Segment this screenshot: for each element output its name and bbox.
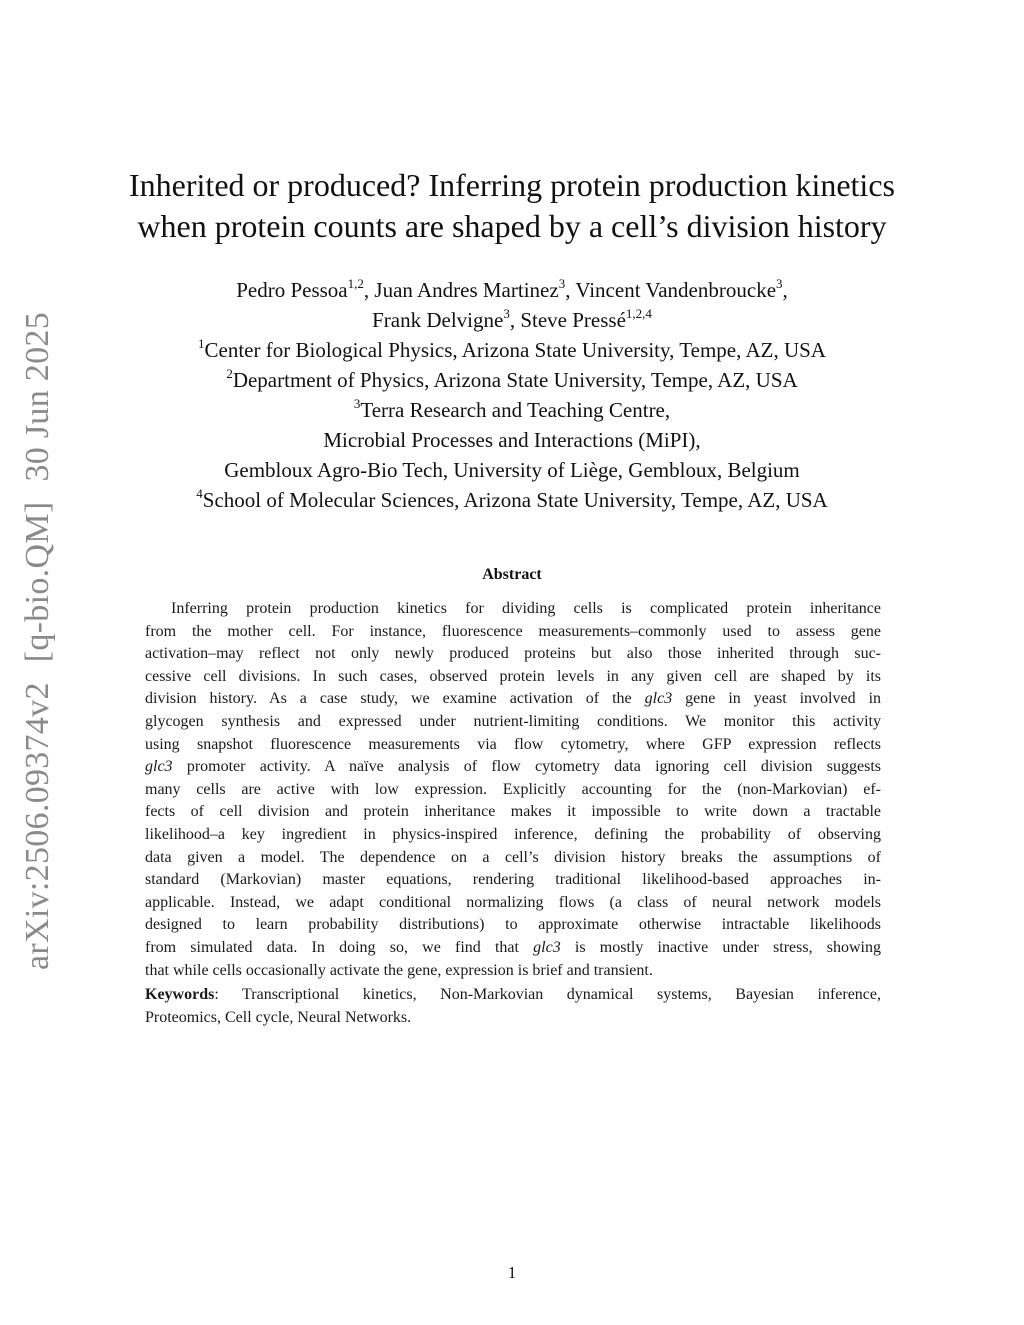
abstract-line: activation–may reflect not only newly produced proteins but also those inherited through suc- xyxy=(145,645,881,663)
author-affiliation-mark: 3 xyxy=(776,276,783,291)
abstract-line: using snapshot fluorescence measurements via flow cytometry, where GFP expression reflects xyxy=(145,735,881,753)
paper-title xyxy=(60,165,964,247)
abstract-segment: gene in yeast involved in xyxy=(685,690,882,708)
author-name: Juan Andres Martinez xyxy=(374,278,559,302)
abstract-line: glycogen synthesis and expressed under nutrient-limiting conditions. We monitor this activity xyxy=(145,712,881,730)
affiliation-text: Center for Biological Physics, Arizona State University, Tempe, AZ, USA xyxy=(204,338,826,362)
keywords-label: Keywords xyxy=(145,986,215,1003)
arxiv-id: arXiv:2506.09374v2 xyxy=(19,682,56,970)
affiliation-4 xyxy=(60,485,964,515)
author-name: Pedro Pessoa xyxy=(236,278,348,302)
page-number: 1 xyxy=(507,1263,517,1282)
keywords-line xyxy=(145,984,881,1007)
abstract-line: standard (Markovian) master equations, rendering traditional likelihood-based approaches in- xyxy=(145,871,881,889)
affiliation-2 xyxy=(60,365,964,395)
abstract-line: Inferring protein production kinetics for dividing cells is complicated protein inheritance xyxy=(171,600,881,617)
affiliation-3-line-2: Microbial Processes and Interactions (MiPI), xyxy=(323,428,701,452)
abstract-heading: Abstract xyxy=(482,566,542,583)
abstract-line: designed to learn probability distributions) to approximate otherwise intractable likelihoods xyxy=(145,916,881,934)
affiliation-mark: 2 xyxy=(226,366,233,381)
abstract-segment: from simulated data. In doing so, we find that xyxy=(145,938,519,956)
author-name: Steve Pressé xyxy=(520,308,626,332)
abstract-line: data given a model. The dependence on a cell’s division history breaks the assumptions of xyxy=(145,848,881,866)
author-affiliation-mark: 3 xyxy=(558,276,566,291)
author-name: Frank Delvigne xyxy=(372,308,504,332)
affiliation-mark: 3 xyxy=(353,396,361,411)
gene-name: glc3 xyxy=(145,758,173,776)
keywords xyxy=(145,984,881,1029)
abstract-text xyxy=(145,598,881,982)
gene-name: glc3 xyxy=(644,690,673,708)
keywords-text: : Transcriptional kinetics, Non-Markovian dynamical systems, Bayesian inference, xyxy=(214,986,881,1003)
affiliation-text: Terra Research and Teaching Centre, xyxy=(360,398,671,422)
abstract-line: that while cells occasionally activate the gene, expression is brief and transient. xyxy=(145,961,653,979)
affiliation-text: School of Molecular Sciences, Arizona State University, Tempe, AZ, USA xyxy=(202,488,828,512)
abstract-line xyxy=(145,688,881,711)
affiliation-3 xyxy=(60,395,964,425)
author-affiliation-mark: 3 xyxy=(503,306,510,321)
affiliation-1 xyxy=(60,335,964,365)
abstract-line: likelihood–a key ingredient in physics-inspired inference, defining the probability of observing xyxy=(145,825,881,843)
author-affiliation-mark: 1,2 xyxy=(347,276,364,291)
author-name: Vincent Vandenbroucke xyxy=(575,278,777,302)
author-line: Pedro Pessoa$^{1,2}$, Juan Andres Martinez$^3$, Vincent Vandenbroucke$^3$, xyxy=(236,276,788,302)
abstract-line: many cells are active with low expression. Explicitly accounting for the (non-Markovian) ef- xyxy=(145,780,881,798)
abstract-segment: division history. As a case study, we examine activation of the xyxy=(145,690,632,708)
affiliation-mark: 4 xyxy=(196,486,203,501)
arxiv-date: 30 Jun 2025 xyxy=(19,311,56,482)
author-line: Frank Delvigne$^3$, Steve Pressé$^{1,2,4}$ xyxy=(372,306,652,332)
affiliation-mark: 1 xyxy=(198,336,205,351)
affiliation-3-line-3: Gembloux Agro-Bio Tech, University of Liège, Gembloux, Belgium xyxy=(224,458,800,482)
affiliation-list xyxy=(60,335,964,515)
title-line: Inherited or produced? Inferring protein production kinetics xyxy=(129,167,895,203)
abstract-line: from the mother cell. For instance, fluorescence measurements–commonly used to assess gene xyxy=(145,622,881,640)
gene-name: glc3 xyxy=(533,938,561,956)
abstract-line xyxy=(145,937,881,960)
author-affiliation-mark: 1,2,4 xyxy=(625,306,652,321)
abstract-segment: is mostly inactive under stress, showing xyxy=(574,938,881,956)
author-list xyxy=(60,275,964,335)
title-line: when protein counts are shaped by a cell’s division history xyxy=(137,208,887,244)
arxiv-identifier-stamp xyxy=(10,311,66,980)
abstract-line: cessive cell divisions. In such cases, observed protein levels in any given cell are shaped by its xyxy=(145,667,881,685)
abstract-line: fects of cell division and protein inheritance makes it impossible to write down a tractable xyxy=(145,803,881,821)
abstract-line: applicable. Instead, we adapt conditional normalizing flows (a class of neural network models xyxy=(145,893,881,911)
arxiv-category: [q-bio.QM] xyxy=(19,501,56,663)
affiliation-text: Department of Physics, Arizona State University, Tempe, AZ, USA xyxy=(232,368,798,392)
abstract-line xyxy=(145,756,881,779)
abstract-segment: promoter activity. A naïve analysis of flow cytometry data ignoring cell division suggests xyxy=(186,758,881,776)
keywords-line: Proteomics, Cell cycle, Neural Networks. xyxy=(145,1008,412,1026)
